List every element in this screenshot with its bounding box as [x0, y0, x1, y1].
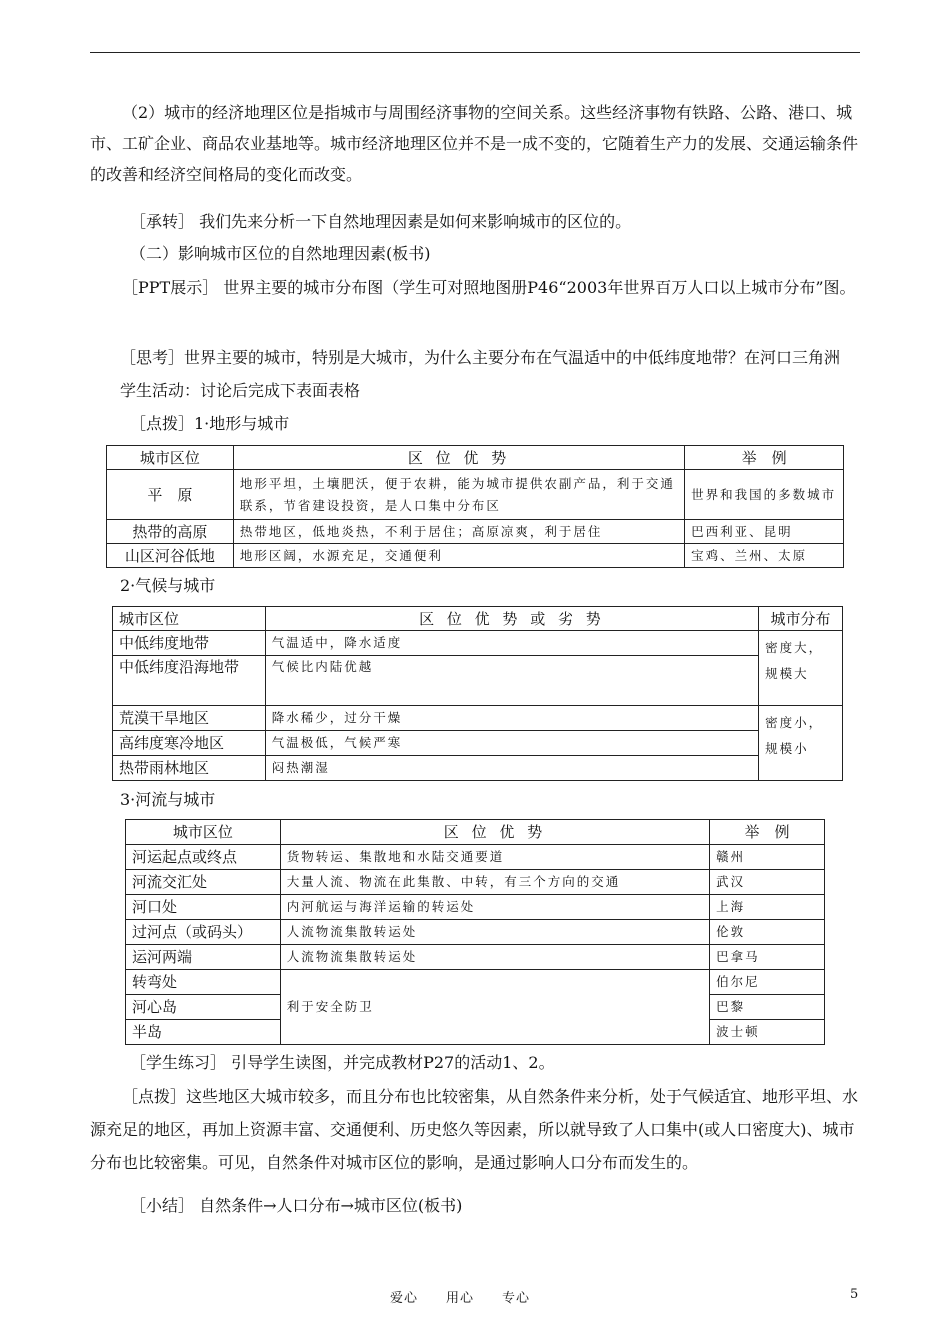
table-row [113, 631, 843, 656]
paragraph-ppt-display: ［PPT展示］ 世界主要的城市分布图（学生可对照地图册P46“2003年世界百万人口以上城市分布”图。 [122, 278, 856, 297]
example-cell: 武汉 [710, 870, 825, 895]
location-cell: 河运起点或终点 [126, 845, 281, 870]
paragraph-guidance: ［点拨］这些地区大城市较多，而且分布也比较密集，从自然条件来分析，处于气候适宜、地形平坦、水源充足的地区，再加上资源丰富、交通便利、历史悠久等因素，所以就导致了人口集中(或人口密度大)、城市分布也比较密集。可见，自然条件对城市区位的影响，是通过影响人口分布而发生的。 [90, 1087, 859, 1172]
example-cell: 巴拿马 [710, 945, 825, 970]
table-header-row [113, 607, 843, 631]
location-cell: 过河点（或码头） [126, 920, 281, 945]
table-row [113, 731, 843, 756]
location-cell: 山区河谷低地 [107, 544, 234, 568]
table-row [107, 470, 844, 520]
example-cell: 世界和我国的多数城市 [685, 470, 844, 520]
header-cell: 城市区位 [113, 607, 266, 631]
advantage-cell: 地形区阔，水源充足，交通便利 [233, 544, 684, 568]
location-cell: 河口处 [126, 895, 281, 920]
example-cell: 伦敦 [710, 920, 825, 945]
location-cell: 半岛 [126, 1020, 281, 1045]
paragraph-student-exercise: ［学生练习］ 引导学生读图，并完成教材P27的活动1、2。 [130, 1053, 555, 1072]
table-header-row [107, 446, 844, 470]
location-cell: 中低纬度沿海地带 [113, 656, 266, 706]
example-cell: 宝鸡、兰州、太原 [685, 544, 844, 568]
example-cell: 波士顿 [710, 1020, 825, 1045]
advantage-cell: 气温适中，降水适度 [265, 631, 758, 656]
section-heading-terrain: ［点拨］1·地形与城市 [130, 414, 290, 433]
header-cell: 城市区位 [126, 820, 281, 845]
advantage-cell: 气候比内陆优越 [265, 656, 758, 706]
distribution-cell-dense: 密度大，规模大 [759, 631, 843, 706]
paragraph-summary: ［小结］ 自然条件→人口分布→城市区位(板书) [130, 1196, 463, 1215]
location-cell: 中低纬度地带 [113, 631, 266, 656]
header-cell: 区 位 优 势 [233, 446, 684, 470]
header-cell: 举 例 [710, 820, 825, 845]
climate-table [112, 606, 843, 781]
header-cell: 举 例 [685, 446, 844, 470]
table-header-row [126, 820, 825, 845]
section-heading-natural-factors: （二）影响城市区位的自然地理因素(板书) [130, 244, 431, 263]
header-rule [90, 52, 860, 53]
location-cell: 平 原 [107, 470, 234, 520]
section-heading-climate: 2·气候与城市 [120, 576, 216, 595]
terrain-table [106, 445, 844, 568]
paragraph-economic-location: （2）城市的经济地理区位是指城市与周围经济事物的空间关系。这些经济事物有铁路、公路、港口、城市、工矿企业、商品农业基地等。城市经济地理区位并不是一成不变的，它随着生产力的发展、交通运输条件的改善和经济空间格局的变化而改变。 [90, 103, 859, 184]
page-number: 5 [850, 1287, 859, 1302]
advantage-cell: 地形平坦，土壤肥沃，便于农耕，能为城市提供农副产品，利于交通联系，节省建设投资，是人口集中分布区 [233, 470, 684, 520]
advantage-cell-merged: 利于安全防卫 [280, 970, 709, 1045]
table-row [113, 706, 843, 731]
header-cell: 区 位 优 势 [280, 820, 709, 845]
table-row [107, 544, 844, 568]
advantage-cell: 热带地区，低地炎热，不利于居住；高原凉爽，利于居住 [233, 520, 684, 544]
location-cell: 热带雨林地区 [113, 756, 266, 781]
table-row [126, 895, 825, 920]
footer-slogan: 爱心 用心 专心 [390, 1291, 531, 1306]
table-row [113, 656, 843, 706]
advantage-cell: 人流物流集散转运处 [280, 945, 709, 970]
header-cell: 城市区位 [107, 446, 234, 470]
advantage-cell: 闷热潮湿 [265, 756, 758, 781]
location-cell: 运河两端 [126, 945, 281, 970]
table-row [126, 945, 825, 970]
table-row [126, 870, 825, 895]
table-row [126, 970, 825, 995]
paragraph-student-activity: 学生活动：讨论后完成下表面表格 [120, 381, 361, 400]
table-row [107, 520, 844, 544]
table-row [113, 756, 843, 781]
example-cell: 上海 [710, 895, 825, 920]
location-cell: 高纬度寒冷地区 [113, 731, 266, 756]
section-heading-river: 3·河流与城市 [120, 790, 216, 809]
table-row [126, 845, 825, 870]
paragraph-think: ［思考］世界主要的城市，特别是大城市，为什么主要分布在气温适中的中低纬度地带？在河口三角洲 [120, 348, 841, 367]
paragraph-transition: ［承转］ 我们先来分析一下自然地理因素是如何来影响城市的区位的。 [130, 212, 632, 231]
advantage-cell: 人流物流集散转运处 [280, 920, 709, 945]
location-cell: 河流交汇处 [126, 870, 281, 895]
example-cell: 巴黎 [710, 995, 825, 1020]
advantage-cell: 内河航运与海洋运输的转运处 [280, 895, 709, 920]
advantage-cell: 降水稀少，过分干燥 [265, 706, 758, 731]
table-row [126, 920, 825, 945]
distribution-cell-sparse: 密度小，规模小 [759, 706, 843, 781]
header-cell: 城市分布 [759, 607, 843, 631]
location-cell: 热带的高原 [107, 520, 234, 544]
example-cell: 巴西利亚、昆明 [685, 520, 844, 544]
advantage-cell: 货物转运、集散地和水陆交通要道 [280, 845, 709, 870]
example-cell: 伯尔尼 [710, 970, 825, 995]
location-cell: 荒漠干旱地区 [113, 706, 266, 731]
location-cell: 河心岛 [126, 995, 281, 1020]
example-cell: 赣州 [710, 845, 825, 870]
header-cell: 区 位 优 势 或 劣 势 [265, 607, 758, 631]
advantage-cell: 大量人流、物流在此集散、中转，有三个方向的交通 [280, 870, 709, 895]
advantage-cell: 气温极低，气候严寒 [265, 731, 758, 756]
river-table [125, 819, 825, 1045]
location-cell: 转弯处 [126, 970, 281, 995]
